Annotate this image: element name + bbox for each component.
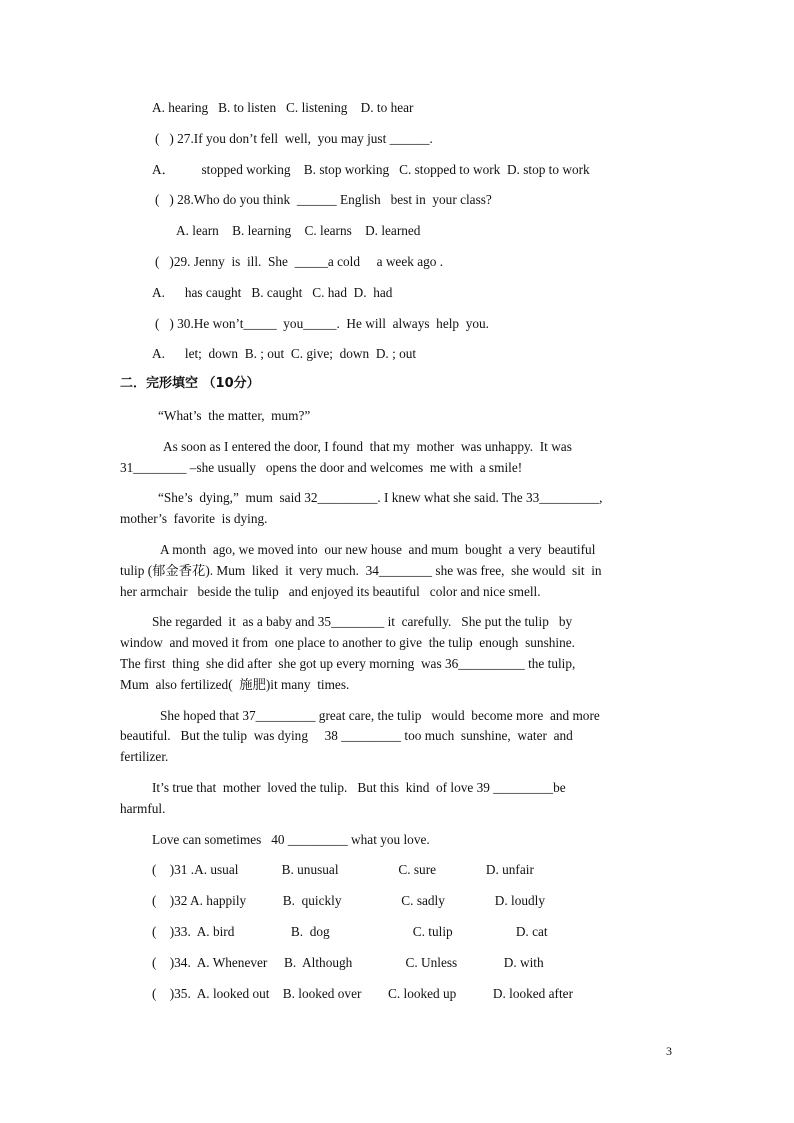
passage-line: As soon as I entered the door, I found that my mother was unhappy. It was	[163, 439, 572, 454]
q34-options: ( )34. A. Whenever B. Although C. Unless D. with	[152, 955, 544, 970]
passage-line: 31________ –she usually opens the door and welcomes me with a smile!	[120, 460, 523, 475]
q32-options: ( )32 A. happily B. quickly C. sadly D. loudly	[152, 893, 545, 908]
q26-options: A. hearing B. to listen C. listening D. to hear	[152, 100, 414, 115]
passage-line: harmful.	[120, 801, 166, 816]
passage-title: “What’s the matter, mum?”	[158, 408, 311, 423]
passage-line: tulip (郁金香花). Mum liked it very much. 34________ she was free, she would sit in	[120, 563, 602, 578]
q29-question: ( )29. Jenny is ill. She _____a cold a week ago .	[155, 254, 444, 269]
section-heading: 二．完形填空 （10分）	[120, 376, 260, 391]
passage-line: It’s true that mother loved the tulip. But this kind of love 39 _________be	[152, 780, 566, 795]
passage-line: Love can sometimes 40 _________ what you love.	[152, 832, 430, 847]
passage-line: window and moved it from one place to another to give the tulip enough sunshine.	[120, 635, 575, 650]
q30-question: ( ) 30.He won’t_____ you_____. He will always help you.	[155, 316, 489, 331]
passage-line: beautiful. But the tulip was dying 38 _________ too much sunshine, water and	[120, 728, 573, 743]
q27-question: ( ) 27.If you don’t fell well, you may just ______.	[155, 131, 433, 146]
passage-line: A month ago, we moved into our new house and mum bought a very beautiful	[160, 542, 596, 557]
q35-options: ( )35. A. looked out B. looked over C. looked up D. looked after	[152, 986, 574, 1001]
passage-line: The first thing she did after she got up every morning was 36__________ the tulip,	[120, 656, 576, 671]
q29-options: A. has caught B. caught C. had D. had	[152, 285, 393, 300]
q31-options: ( )31 .A. usual B. unusual C. sure D. unfair	[152, 862, 534, 877]
q27-options: A． stopped working B. stop working C. stopped to work D. stop to work	[152, 162, 590, 177]
q28-options: A. learn B. learning C. learns D. learned	[176, 223, 421, 238]
passage-line: her armchair beside the tulip and enjoyed its beautiful color and nice smell.	[120, 584, 541, 599]
page-number: 3	[666, 1044, 672, 1058]
passage-line: She hoped that 37_________ great care, the tulip would become more and more	[160, 708, 600, 723]
passage-line: fertilizer.	[120, 749, 169, 764]
passage-line: Mum also fertilized( 施肥)it many times.	[120, 677, 350, 692]
q30-options: A. let; down B. ; out C. give; down D. ; out	[152, 346, 417, 361]
q33-options: ( )33. A. bird B. dog C. tulip D. cat	[152, 924, 548, 939]
passage-line: She regarded it as a baby and 35________ it carefully. She put the tulip by	[152, 614, 573, 629]
passage-line: mother’s favorite is dying.	[120, 511, 268, 526]
q28-question: ( ) 28.Who do you think ______ English best in your class?	[155, 192, 492, 207]
passage-line: “She’s dying,” mum said 32_________. I knew what she said. The 33_________,	[158, 490, 603, 505]
